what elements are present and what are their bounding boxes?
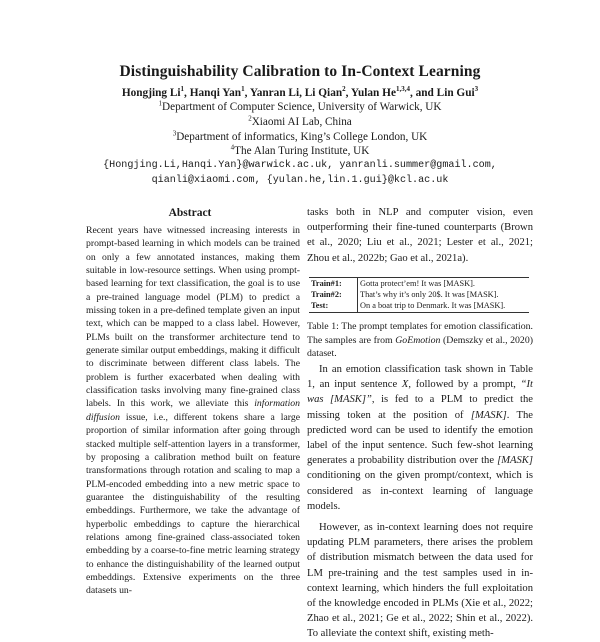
affiliation-marker: 3 [172,129,177,138]
affiliation-marker: 4 [230,143,235,152]
paragraph: However, as in-context learning does not require updating PLM parameters, there arises the problem of distribution mismatch between the data used for LM pre-training and the test samples used in in-context learning, which hinders the full exploitation of the knowledge encoded in PLMs (Xie et al., 2022; Zhao et al., 2021; Ge et al., 2022; Shin et al., 2022). To alleviate the context shift, existing meth- [307,522,533,640]
author-name: Hanqi Yan [189,87,242,99]
body-text-run: , is fed to a PLM to predict the missing token at the position of [307,394,533,421]
table-row [309,301,529,313]
affiliation [0,131,600,143]
author-separator: , [345,87,351,99]
author-affil-marker: 1 [241,85,245,94]
author-name: Hongjing Li [121,87,181,99]
table-row-text: Gotta protect’em! It was [MASK]. [358,278,530,290]
author-list [0,87,600,99]
affiliation-text: Department of informatics, King’s College London, UK [176,131,428,143]
affiliation [0,116,600,128]
abstract-text: Recent years have witnessed increasing interests in prompt-based learning in which models can be trained on only a few annotated instances, making them suitable in low-resource settings. When using prompt-based learning for text classification, the goal is to use a pre-trained language model (PLM) to predict a missing token in a pre-defined template given an input text, which can be mapped to a class label. However, PLMs built on the transformer architecture tend to generate similar output embeddings, making it difficult to discriminate between different class labels. The problem is further exacerbated when dealing with classification tasks involving many fine-grained class labels. In this work, we alleviate this [86,225,300,410]
author-emails: qianli@xiaomi.com, {yulan.he,lin.1.gui}@kcl.ac.uk [151,175,449,186]
prompt-example: “It was [MASK]” [307,379,533,406]
table-row-label: Train#2: [309,290,358,301]
prompt-template-table [309,277,529,313]
intro-continuation [307,205,533,266]
author-affil-marker: 1,3,4 [395,85,410,94]
author-name: Yulan He [350,87,396,99]
mask-token: [MASK] [497,455,533,467]
math-variable: X [401,379,409,391]
paragraph: tasks both in NLP and computer vision, even outperforming their fine-tuned counterparts (Brown et al., 2020; Liu et al., 2021; Lester et al., 2021; Zhou et al., 2022b; Gao et al., 2021a). [307,207,533,264]
author-separator: , [244,87,250,99]
author-name: Yanran Li [249,87,300,99]
author-name: Lin Gui [436,87,475,99]
table-row-text: That’s why it’s only 20$. It was [MASK]. [360,289,499,299]
table-caption [307,320,533,361]
body-text-run: conditioning on the given prompt/context, which is considered as in-context learning of language models. [307,470,533,512]
body-text-run: , followed by a prompt, [408,379,521,391]
mask-token: [MASK] [470,409,507,421]
abstract-text: issue, i.e., different tokens share a large proportion of similar information after going through stacked multiple self-attention layers in a transformer, by proposing a calibration method built on feature transformations through rotation and scaling to map a PLM-encoded embedding into a new metric space to guarantee the distinguishability of the resulting embeddings. Furthermore, we take the advantage of hyperbolic embeddings to capture the hierarchical relations among fine-grained class-associated token embedding by a coarse-to-fine metric learning strategy to enhance the distinguishability of the learned output embeddings. Extensive experiments on the three datasets un- [86,411,300,597]
caption-text: Table 1: The prompt templates for emotion classification. The samples are from [307,321,533,346]
author-separator: , [299,87,305,99]
author-separator: , and [409,87,437,99]
table-row [309,290,529,301]
affiliation-marker: 2 [248,114,252,123]
affiliation-text: The Alan Turing Institute, UK [234,145,370,157]
abstract-emphasis: information diffusion [86,398,300,423]
author-affil-marker: 2 [342,85,346,94]
affiliation-text: Department of Computer Science, University of Warwick, UK [162,101,442,113]
paragraph [307,362,533,514]
affiliation-marker: 1 [158,99,163,108]
abstract-heading: Abstract [168,207,212,219]
dataset-name: GoEmotion [395,334,441,346]
table-row [309,278,529,290]
table-row-label: Test: [309,301,358,313]
author-affil-marker: 3 [474,85,479,94]
affiliation [0,145,600,157]
author-emails: {Hongjing.Li,Hanqi.Yan}@warwick.ac.uk, yanranli.summer@gmail.com, [103,160,497,171]
affiliation [0,101,600,113]
author-affil-marker: 1 [180,85,185,94]
paper-title: Distinguishability Calibration to In-Context Learning [119,63,481,80]
abstract-body [86,224,300,598]
body-text-run: . The predicted word can be used to identify the emotion label of the input sentence. Such few-shot learning generates a probability distribution over the [307,409,533,467]
table-row-label: Train#1: [309,278,358,290]
author-name: Li Qian [304,87,343,99]
caption-text: (Demszky et al., 2020) dataset. [307,334,533,359]
author-separator: , [184,87,190,99]
body-text-run: In an emotion classification task shown in Table 1, an input sentence [307,364,533,391]
table-row-text: On a boat trip to Denmark. It was [MASK]. [358,301,530,313]
affiliation-text: Xiaomi AI Lab, China [251,116,352,128]
